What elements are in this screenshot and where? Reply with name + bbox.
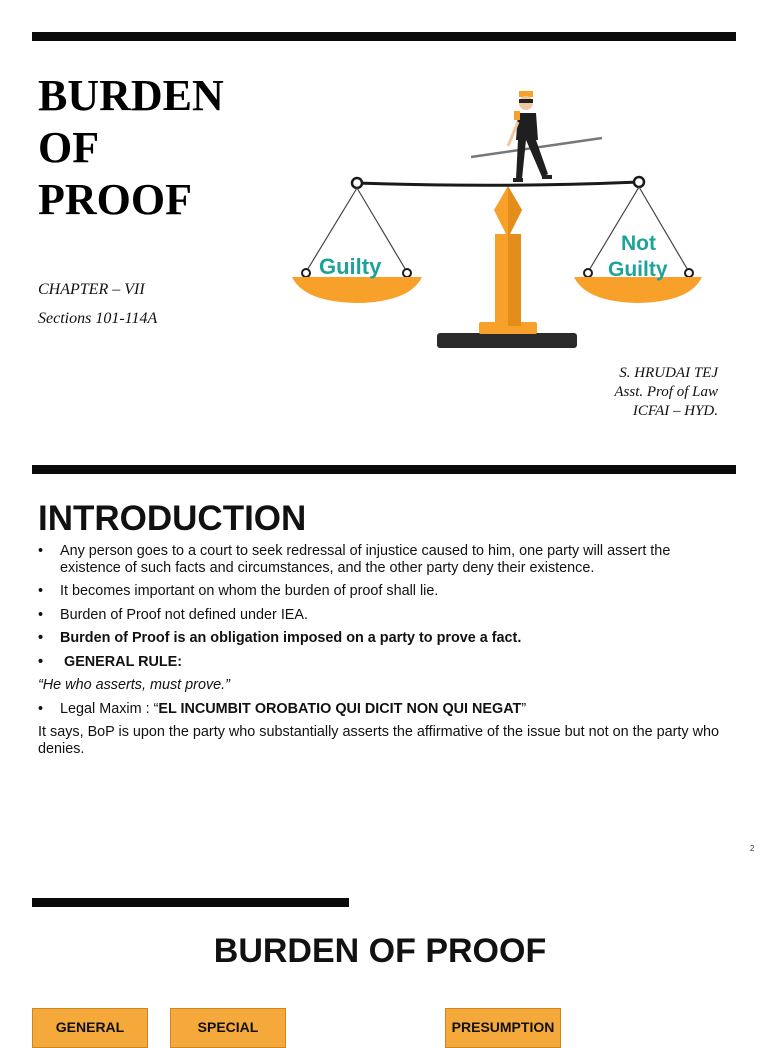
bottom-divider — [32, 898, 349, 907]
author-designation: Asst. Prof of Law — [614, 384, 718, 400]
bop-section-title: BURDEN OF PROOF — [213, 932, 547, 970]
chapter-label: CHAPTER – VII — [38, 281, 145, 298]
left-pan-label: Guilty — [319, 254, 382, 279]
middle-divider — [32, 465, 736, 474]
title-line-2: OF — [38, 123, 100, 172]
title-line-1: BURDEN — [38, 71, 224, 120]
maxim-suffix: ” — [521, 700, 527, 717]
author-block — [614, 364, 718, 421]
intro-bullet-list — [38, 543, 728, 764]
category-box-general: GENERAL — [32, 1008, 148, 1048]
slide-title — [38, 70, 224, 226]
intro-bullet-1: • Any person goes to a court to seek redressal of injustice caused to him, one party will assert the existence of such facts and circumstances, and the other party deny their existence. — [38, 543, 728, 576]
page-number: 2 — [750, 844, 755, 853]
author-institution: ICFAI – HYD. — [632, 403, 718, 419]
sections-label: Sections 101-114A — [38, 310, 158, 327]
right-pan-label-line1: Not — [621, 232, 656, 255]
intro-bullet-3: • Burden of Proof not defined under IEA. — [38, 607, 728, 624]
top-divider — [32, 32, 736, 41]
general-rule-quote: “He who asserts, must prove.” — [38, 677, 230, 693]
maxim-text: EL INCUMBIT OROBATIO QUI DICIT NON QUI NEGAT — [158, 700, 522, 717]
author-name: S. HRUDAI TEJ — [619, 365, 718, 381]
legal-maxim-bullet — [38, 701, 728, 718]
title-line-3: PROOF — [38, 175, 192, 224]
category-box-special: SPECIAL — [170, 1008, 286, 1048]
category-box-presumption: PRESUMPTION — [445, 1008, 561, 1048]
intro-title: INTRODUCTION — [38, 499, 307, 538]
intro-bullet-4: • Burden of Proof is an obligation imposed on a party to prove a fact. — [38, 630, 728, 647]
right-pan-label-line2: Guilty — [608, 258, 668, 281]
scales-of-justice-icon — [286, 82, 716, 352]
maxim-explanation: It says, BoP is upon the party who substantially asserts the affirmative of the issue but not on the party who denies. — [38, 724, 719, 757]
general-rule-bullet: • GENERAL RULE: — [38, 654, 728, 671]
maxim-prefix: Legal Maxim : “ — [60, 700, 159, 717]
intro-bullet-2: • It becomes important on whom the burden of proof shall lie. — [38, 583, 728, 600]
